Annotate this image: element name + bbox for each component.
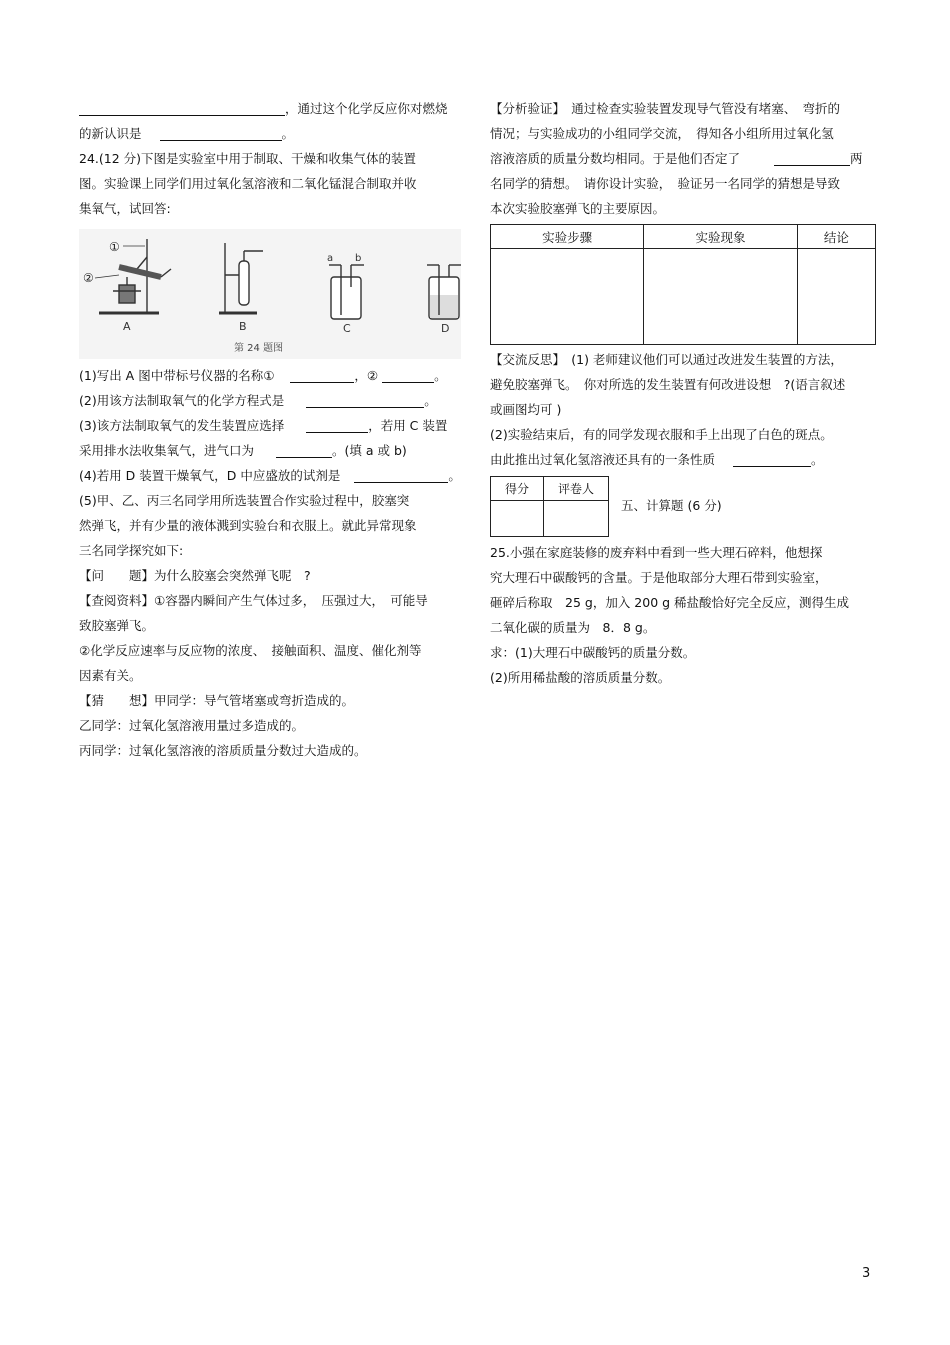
guess-yi: 乙同学：过氧化氢溶液用量过多造成的。	[79, 718, 305, 733]
q24-part4: (4)若用 D 装置干燥氧气，D 中应盛放的试剂是 。	[79, 468, 461, 483]
tube-a-label: a	[327, 253, 334, 264]
answer-blank[interactable]	[306, 417, 368, 433]
header-conclusion: 结论	[797, 225, 875, 249]
analysis-line-1: 【分析验证】 通过检查实验装置发现导气管没有堵塞、 弯折的	[490, 101, 841, 116]
answer-blank[interactable]	[382, 367, 434, 383]
q25-line-5: 求：(1)大理石中碳酸钙的质量分数。	[490, 645, 696, 660]
q24-intro-3: 集氧气，试回答:	[79, 201, 171, 216]
analysis-line-5: 本次实验胶塞弹飞的主要原因。	[490, 201, 666, 216]
answer-cell-phenomena[interactable]	[644, 249, 797, 345]
reflection-line-3: 或画图均可 )	[490, 402, 562, 417]
reflection-line-1: 【交流反思】 (1) 老师建议他们可以通过改进发生装置的方法，	[490, 352, 843, 367]
q24-part5-2: 然弹飞，并有少量的液体溅到实验台和衣服上。就此异常现象	[79, 518, 417, 533]
analysis-line-3: 溶液溶质的质量分数均相同。于是他们否定了 两	[490, 151, 863, 166]
q24-intro-2: 图。实验课上同学们用过氧化氢溶液和二氧化锰混合制取并收	[79, 176, 417, 191]
tube-b-label: b	[355, 253, 362, 264]
label-b: B	[239, 320, 247, 333]
label-d: D	[441, 322, 450, 335]
continuation-line-2: 的新认识是 。	[79, 126, 295, 141]
guess-bing: 丙同学：过氧化氢溶液的溶质质量分数过大造成的。	[79, 743, 367, 758]
answer-blank[interactable]	[79, 100, 285, 116]
problem-line: 【问 题】为什么胶塞会突然弹飞呢 ?	[79, 568, 311, 583]
right-column	[490, 96, 880, 690]
answer-blank[interactable]	[774, 150, 850, 166]
q25-line-4: 二氧化碳的质量为 8．8 g。	[490, 620, 656, 635]
reflection-line-5: 由此推出过氧化氢溶液还具有的一条性质 。	[490, 452, 824, 467]
apparatus-diagram	[79, 229, 461, 359]
answer-blank[interactable]	[306, 392, 424, 408]
grader-cell[interactable]	[544, 501, 609, 537]
page-number: 3	[862, 1266, 871, 1281]
answer-blank[interactable]	[354, 467, 448, 483]
reference-line-3: ②化学反应速率与反应物的浓度、 接触面积、温度、催化剂等	[79, 643, 422, 658]
continuation-line-1: ，通过这个化学反应你对燃烧	[79, 96, 461, 121]
label-a: A	[123, 320, 131, 333]
q24-intro-1: 24.(12 分)下图是实验室中用于制取、干燥和收集气体的装置	[79, 151, 417, 166]
apparatus-figure	[79, 229, 461, 359]
analysis-line-2: 情况；与实验成功的小组同学交流， 得知各小组所用过氧化氢	[490, 126, 834, 141]
reflection-line-2: 避免胶塞弹飞。 你对所选的发生装置有何改进设想 ?(语言叙述	[490, 377, 846, 392]
q24-part3: (3)该方法制取氧气的发生装置应选择 ，若用 C 装置	[79, 418, 448, 433]
analysis-line-4: 名同学的猜想。 请你设计实验， 验证另一名同学的猜想是导致	[490, 176, 841, 191]
table-answer-row	[491, 249, 876, 345]
header-steps: 实验步骤	[491, 225, 644, 249]
reference-line-1: 【查阅资料】①容器内瞬间产生气体过多， 压强过大， 可能导	[79, 593, 428, 608]
answer-cell-steps[interactable]	[491, 249, 644, 345]
score-cell[interactable]	[491, 501, 544, 537]
q25-line-1: 25.小强在家庭装修的废弃料中看到一些大理石碎料，他想探	[490, 545, 823, 560]
header-phenomena: 实验现象	[644, 225, 797, 249]
circle1-label: ①	[109, 240, 120, 254]
reflection-line-4: (2)实验结束后，有的同学发现衣服和手上出现了白色的斑点。	[490, 427, 833, 442]
circle2-label: ②	[83, 271, 94, 285]
answer-blank[interactable]	[290, 367, 354, 383]
guess-jia: 【猜 想】甲同学：导气管堵塞或弯折造成的。	[79, 693, 355, 708]
answer-blank[interactable]	[733, 451, 811, 467]
left-column	[79, 96, 461, 763]
score-header: 得分	[491, 477, 544, 501]
answer-cell-conclusion[interactable]	[797, 249, 875, 345]
q25-line-2: 究大理石中碳酸钙的含量。于是他取部分大理石带到实验室，	[490, 570, 828, 585]
grader-header: 评卷人	[544, 477, 609, 501]
q24-part3-cont: 采用排水法收集氧气，进气口为 。(填 a 或 b)	[79, 443, 407, 458]
q24-part5-1: (5)甲、乙、丙三名同学用所选装置合作实验过程中，胶塞突	[79, 493, 410, 508]
experiment-table	[490, 224, 876, 345]
reference-line-2: 致胶塞弹飞。	[79, 618, 155, 633]
score-section	[490, 476, 880, 540]
q25-line-6: (2)所用稀盐酸的溶质质量分数。	[490, 670, 671, 685]
q24-part2: (2)用该方法制取氧气的化学方程式是 。	[79, 393, 437, 408]
q25-line-3: 砸碎后称取 25 g，加入 200 g 稀盐酸恰好完全反应，测得生成	[490, 595, 850, 610]
figure-caption: 第 24 题图	[234, 343, 284, 354]
answer-blank[interactable]	[276, 442, 332, 458]
answer-blank[interactable]	[160, 125, 282, 141]
label-c: C	[343, 322, 351, 335]
section-five-title: 五、计算题 (6 分)	[621, 498, 722, 513]
table-header-row	[491, 225, 876, 249]
q24-part1: (1)写出 A 图中带标号仪器的名称① ，② 。	[79, 368, 447, 383]
reference-line-4: 因素有关。	[79, 668, 142, 683]
q24-part5-3: 三名同学探究如下:	[79, 543, 184, 558]
score-table	[490, 476, 609, 537]
